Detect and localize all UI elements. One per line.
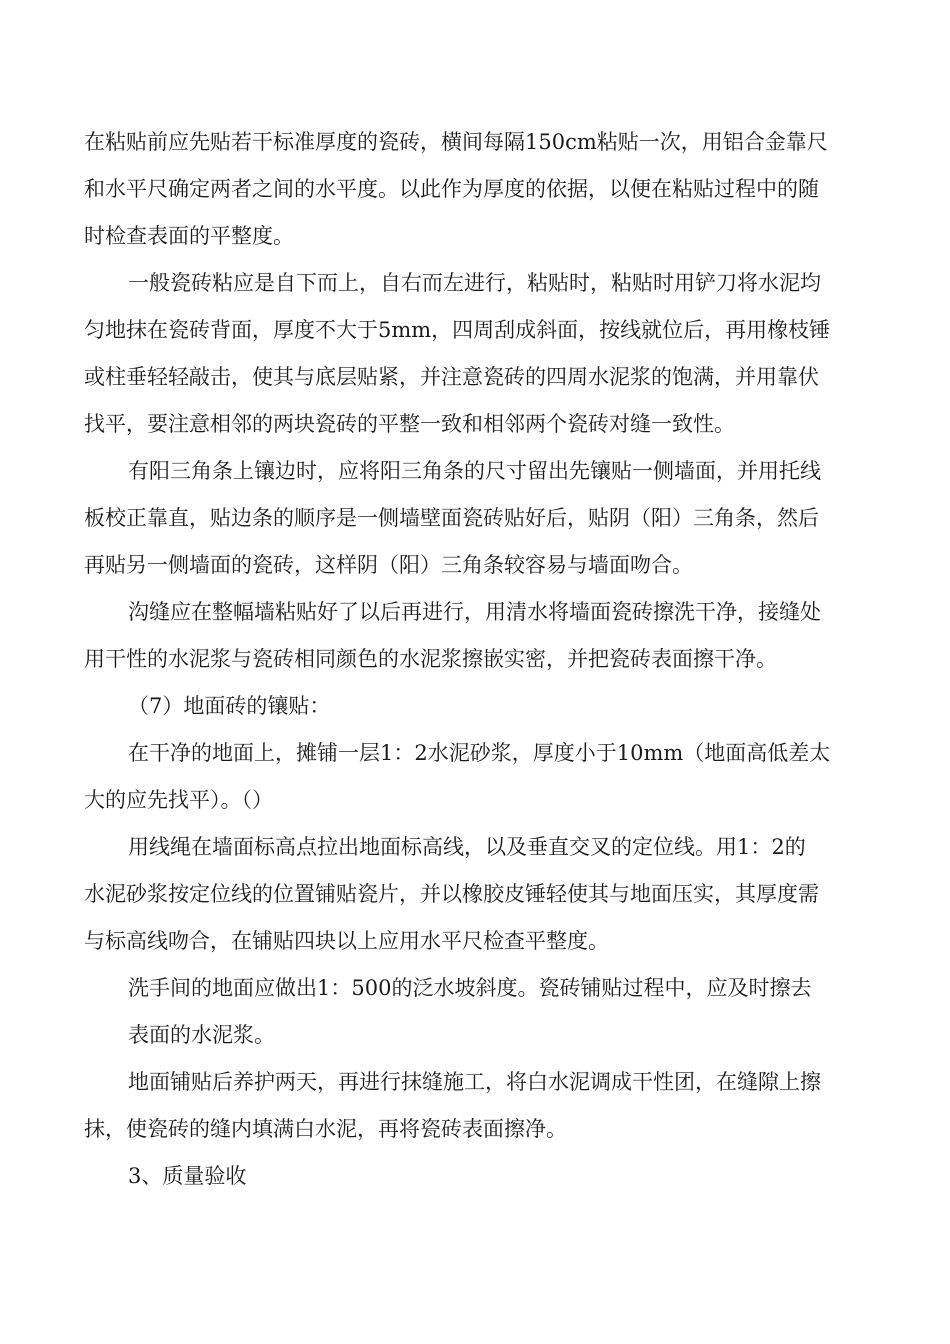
text-line-1: 在粘贴前应先贴若干标准厚度的瓷砖，横间每隔150cm粘贴一次，用铝合金靠尺 — [84, 130, 828, 154]
text-line-21: 地面铺贴后养护两天，再进行抹缝施工，将白水泥调成干性团，在缝隙上擦 — [128, 1070, 821, 1094]
text-line-7: 找平，要注意相邻的两块瓷砖的平整一致和相邻两个瓷砖对缝一致性。 — [84, 412, 735, 436]
text-line-3: 时检查表面的平整度。 — [84, 224, 294, 248]
text-line-20: 表面的水泥浆。 — [128, 1023, 275, 1047]
text-line-15: 大的应先找平）。（） — [84, 788, 273, 812]
text-line-11: 沟缝应在整幅墙粘贴好了以后再进行，用清水将墙面瓷砖擦洗干净，接缝处 — [128, 600, 821, 624]
text-line-14: 在干净的地面上，摊铺一层1：2水泥砂浆，厚度小于10mm（地面高低差太 — [128, 741, 831, 765]
section-heading-3: 3、质量验收 — [128, 1164, 247, 1188]
text-line-9: 板校正靠直，贴边条的顺序是一侧墙壁面瓷砖贴好后，贴阴（阳）三角条，然后 — [84, 506, 819, 530]
text-line-2: 和水平尺确定两者之间的水平度。以此作为厚度的依据，以便在粘贴过程中的随 — [84, 177, 819, 201]
text-line-10: 再贴另一侧墙面的瓷砖，这样阴（阳）三角条较容易与墙面吻合。 — [84, 553, 693, 577]
text-line-22: 抹，使瓷砖的缝内填满白水泥，再将瓷砖表面擦净。 — [84, 1117, 567, 1141]
text-line-4: 一般瓷砖粘应是自下而上，自右而左进行，粘贴时，粘贴时用铲刀将水泥均 — [128, 271, 821, 295]
text-line-18: 与标高线吻合，在铺贴四块以上应用水平尺检查平整度。 — [84, 929, 609, 953]
text-line-17: 水泥砂浆按定位线的位置铺贴瓷片，并以橡胶皮锤轻使其与地面压实，其厚度需 — [84, 882, 819, 906]
text-line-16: 用线绳在墙面标高点拉出地面标高线，以及垂直交叉的定位线。用1：2的 — [128, 835, 806, 859]
text-line-8: 有阳三角条上镶边时，应将阳三角条的尺寸留出先镶贴一侧墙面，并用托线 — [128, 459, 821, 483]
text-line-12: 用干性的水泥浆与瓷砖相同颜色的水泥浆擦嵌实密，并把瓷砖表面擦干净。 — [84, 647, 777, 671]
text-line-19: 洗手间的地面应做出1：500的泛水坡斜度。瓷砖铺贴过程中，应及时擦去 — [128, 976, 812, 1000]
text-line-5: 匀地抹在瓷砖背面，厚度不大于5mm，四周刮成斜面，按线就位后，再用橡枝锤 — [84, 318, 831, 342]
section-heading-7: （7）地面砖的镶贴： — [128, 694, 331, 718]
text-line-6: 或柱垂轻轻敲击，使其与底层贴紧，并注意瓷砖的四周水泥浆的饱满，并用靠伏 — [84, 365, 819, 389]
